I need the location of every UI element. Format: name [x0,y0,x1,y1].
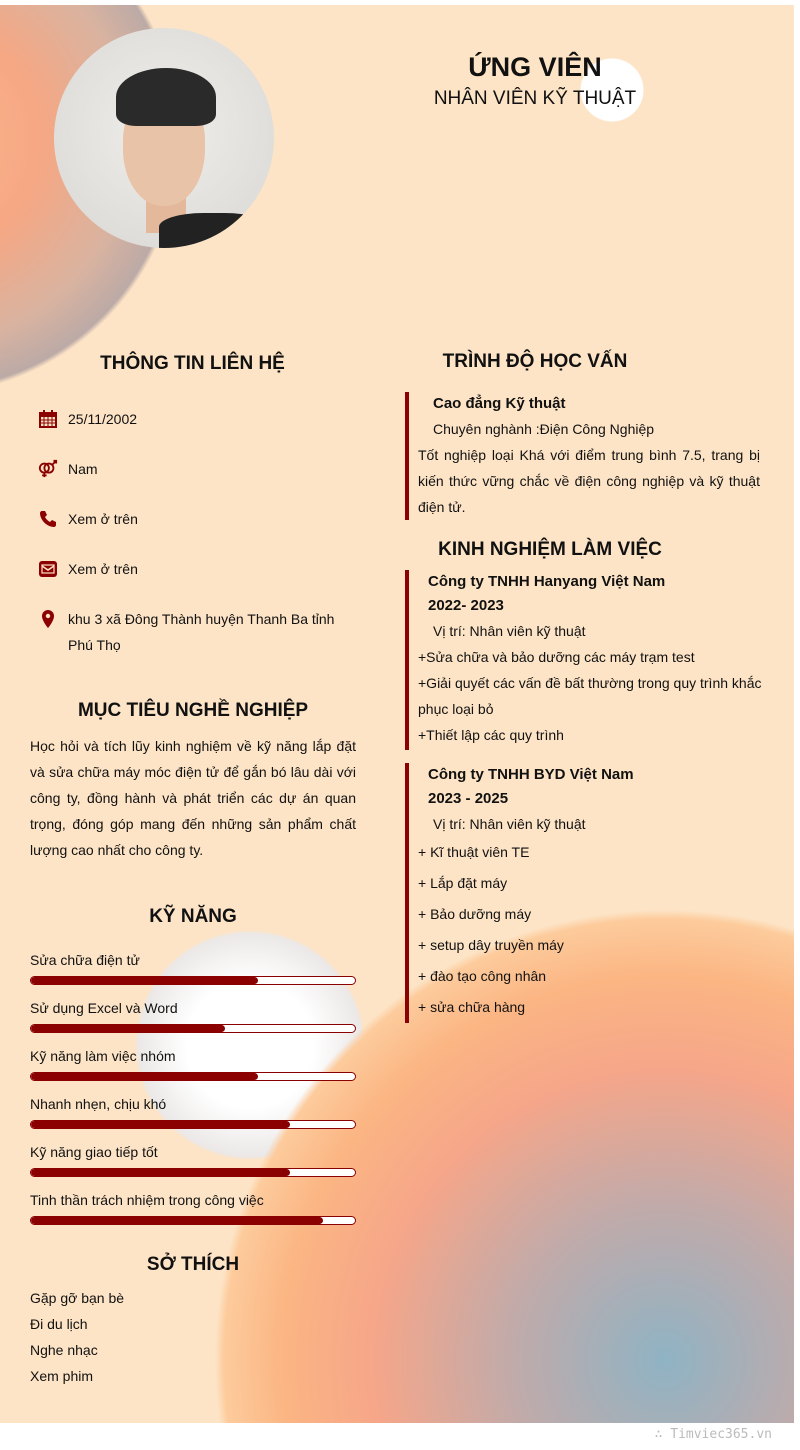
education-entry [418,392,760,520]
gender-icon [38,459,58,479]
skill-label: Kỹ năng làm việc nhóm [30,1048,176,1064]
contact-gender [38,456,98,482]
job-period: 2022- 2023 [428,597,504,614]
job-task: + Kĩ thuật viên TE [418,844,530,860]
experience-divider [405,763,409,1023]
job-role: Vị trí: Nhân viên kỹ thuật [433,816,586,832]
skill-bar-fill [31,1217,323,1224]
skill-bar-fill [31,1073,258,1080]
skill-label: Tinh thần trách nhiệm trong công việc [30,1192,264,1208]
hobbies-title: SỞ THÍCH [146,1254,240,1275]
skill-bar [30,976,356,985]
skill-item [30,1047,356,1081]
skill-bar-fill [31,977,258,984]
job-task: + sửa chữa hàng [418,999,526,1015]
contact-text: Nam [68,461,98,477]
contact-text: khu 3 xã Đông Thành huyện Thanh Ba tỉnh Phú Thọ [68,611,335,653]
location-icon [38,609,58,629]
job-period: 2023 - 2025 [428,790,509,807]
calendar-icon [38,409,58,429]
candidate-position: NHÂN VIÊN KỸ THUẬT [433,88,637,109]
skill-label: Sửa chữa điện tử [30,952,140,968]
contact-address [38,606,338,658]
cv-page [0,5,794,1423]
skill-bar-fill [31,1121,290,1128]
job-company: Công ty TNHH Hanyang Việt Nam [428,573,666,590]
skill-item [30,1143,356,1177]
job-task: +Thiết lập các quy trình [418,727,564,743]
hobby-item: Nghe nhạc [30,1342,98,1358]
job-task: + đào tạo công nhân [418,968,547,984]
photo-shirt [159,213,269,248]
phone-icon [38,509,58,529]
education-title: TRÌNH ĐỘ HỌC VẤN [442,351,628,372]
contact-dob [38,406,137,432]
photo-hair [116,68,216,126]
skill-bar-fill [31,1169,290,1176]
skill-bar [30,1072,356,1081]
objective-text: Học hỏi và tích lũy kinh nghiệm về kỹ năng lắp đặt và sửa chữa máy móc điện tử để gắn bó lâu dài với công ty, đồng hành và phát triển các dự án quan trọng, đóng góp mang đến những sản phẩm chất lượng cao nhất cho công ty. [30,738,356,858]
education-divider [405,392,409,520]
experience-title: KINH NGHIỆM LÀM VIỆC [438,539,662,560]
skill-bar [30,1120,356,1129]
job-company: Công ty TNHH BYD Việt Nam [428,766,634,783]
job-role: Vị trí: Nhân viên kỹ thuật [433,623,586,639]
contact-text: Xem ở trên [68,561,138,577]
skill-label: Sử dụng Excel và Word [30,1000,178,1016]
skill-label: Nhanh nhẹn, chịu khó [30,1096,167,1112]
hobby-item: Xem phim [30,1368,94,1384]
education-school: Cao đẳng Kỹ thuật [433,395,566,412]
job-task: + setup dây truyền máy [418,937,564,953]
skills-title: KỸ NĂNG [149,906,237,927]
job-entry [418,763,763,1023]
hobbies-list [30,1285,124,1389]
contact-email [38,556,138,582]
job-task: + Lắp đặt máy [418,875,508,891]
skill-bar-fill [31,1025,225,1032]
avatar-photo [54,28,274,248]
education-major: Chuyên nghành :Điện Công Nghiệp [433,421,655,437]
contact-title: THÔNG TIN LIÊN HỆ [100,353,285,374]
contact-text: 25/11/2002 [68,411,138,427]
objective-title: MỤC TIÊU NGHỀ NGHIỆP [77,700,309,721]
skill-item [30,951,356,985]
hobby-item: Gặp gỡ bạn bè [30,1290,125,1306]
skill-bar [30,1216,356,1225]
watermark: ∴ Timviec365.vn [654,1427,772,1442]
skill-item [30,1191,356,1225]
job-task: +Giải quyết các vấn đề bất thường trong quy trình khắc phục loại bỏ [418,675,762,717]
education-desc: Tốt nghiệp loại Khá với điểm trung bình 7.5, trang bị kiến thức vững chắc về điện công nghiệp và kỹ thuật điện tử. [418,447,760,515]
job-task: + Bảo dưỡng máy [418,906,532,922]
job-task: +Sửa chữa và bảo dưỡng các máy trạm test [418,649,695,665]
job-entry [418,570,763,748]
contact-phone [38,506,138,532]
experience-divider [405,570,409,750]
skill-bar [30,1168,356,1177]
skill-item [30,999,356,1033]
skill-bar [30,1024,356,1033]
skill-item [30,1095,356,1129]
skill-label: Kỹ năng giao tiếp tốt [30,1144,158,1160]
email-icon [38,559,58,579]
contact-text: Xem ở trên [68,511,138,527]
candidate-name: ỨNG VIÊN [468,52,602,82]
hobby-item: Đi du lịch [30,1316,88,1332]
